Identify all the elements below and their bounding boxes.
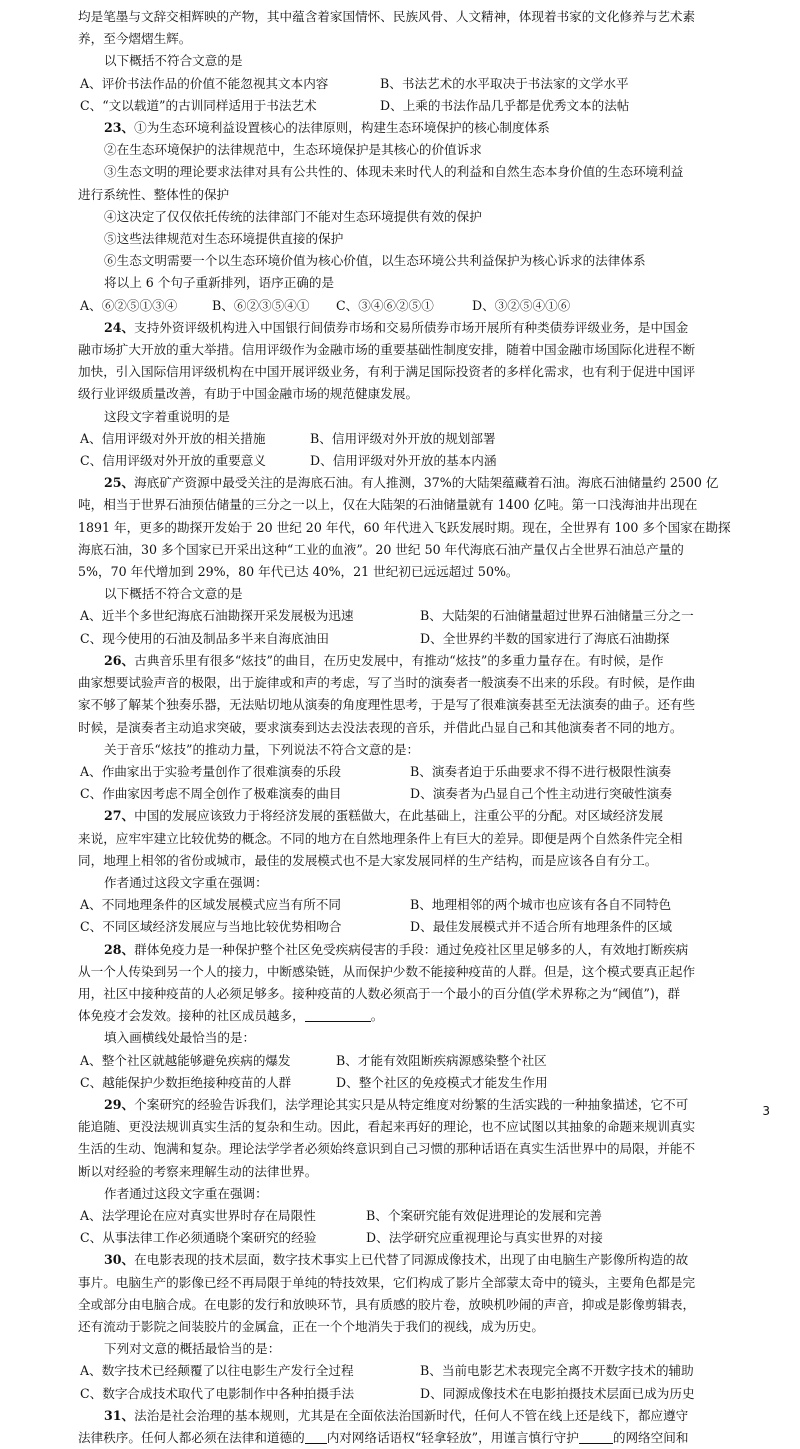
option-d[interactable]: D、③②⑤④①⑥ <box>472 297 571 313</box>
option-c[interactable]: C、③④⑥②⑤① <box>336 297 434 313</box>
question-number: 23、 <box>104 120 135 136</box>
option-a[interactable]: A、数字技术已经颠覆了以往电影生产发行全过程 <box>80 1363 354 1379</box>
option-d[interactable]: D、最佳发展模式并不适合所有地理条件的区域 <box>410 919 672 935</box>
fill-blank[interactable] <box>305 1007 371 1022</box>
option-c[interactable]: C、从事法律工作必须通晓个案研究的经验 <box>80 1230 317 1246</box>
option-b[interactable]: B、演奏者迫于乐曲要求不得不进行极限性演奏 <box>410 763 672 779</box>
option-d[interactable]: D、上乘的书法作品几乎都是优秀文本的法帖 <box>380 97 630 113</box>
option-b[interactable]: B、大陆架的石油储量超过世界石油储量三分之一 <box>420 608 694 624</box>
question-29: 29、个案研究的经验告诉我们，法学理论其实只是从特定维度对纷繁的生活实践的一种抽象描述，它不可 <box>104 1096 689 1112</box>
options-row <box>78 1205 758 1227</box>
question-24: 24、支持外资评级机构进入中国银行间债券市场和交易所债券市场开展所有种类债券评级业务，是中国金 <box>104 319 689 335</box>
question-stem: 填入画横线处最恰当的是： <box>104 1030 256 1046</box>
passage-line: 事片。电脑生产的影像已经不再局限于单纯的特技效果，它们构成了影片全部蒙太奇中的镜头，主要角色都是完 <box>78 1274 696 1290</box>
options-row <box>78 73 758 95</box>
options-row <box>78 95 758 117</box>
passage-line: 加快，引入国际信用评级机构在中国开展评级业务，有利于满足国际投资者的多样化需求，也有利于促进中国评 <box>78 364 696 380</box>
sentence-5: ⑤这些法律规范对生态环境提供直接的保护 <box>104 231 344 247</box>
passage-line: 海底石油，30 多个国家已开采出这种“工业的血液”。20 世纪 50 年代海底石油产量仅占全世界石油总产量的 <box>78 541 684 557</box>
sentence-6: ⑥生态文明需要一个以生态环境价值为核心价值，以生态环境公共利益保护为核心诉求的法律体系 <box>104 253 646 269</box>
option-d[interactable]: D、演奏者为凸显自己个性主动进行突破性演奏 <box>410 786 672 802</box>
option-c[interactable]: C、“文以载道”的古训同样适用于书法艺术 <box>80 97 317 113</box>
question-31: 31、法治是社会治理的基本规则，尤其是在全面依法治国新时代，任何人不管在线上还是线下，都应遵守 <box>104 1407 689 1423</box>
option-a[interactable]: A、⑥②⑤①③④ <box>80 297 178 313</box>
question-number: 29、 <box>104 1096 135 1112</box>
question-27: 27、中国的发展应该致力于将经济发展的蛋糕做大，在此基础上，注重公平的分配。对区域经济发展 <box>104 808 664 824</box>
option-a[interactable]: A、信用评级对外开放的相关措施 <box>80 430 266 446</box>
option-b[interactable]: B、才能有效阻断疾病源感染整个社区 <box>336 1052 547 1068</box>
exam-page <box>78 6 758 1449</box>
option-c[interactable]: C、现今使用的石油及制品多半来自海底油田 <box>80 630 329 646</box>
question-26: 26、古典音乐里有很多“炫技”的曲目，在历史发展中，有推动“炫技”的多重力量存在。有时候，是作 <box>104 652 664 668</box>
option-d[interactable]: D、同源成像技术在电影拍摄技术层面已成为历史 <box>420 1385 695 1401</box>
passage-line: 全或部分由电脑合成。在电影的发行和放映环节，具有质感的胶片卷，放映机吵闹的声音，抑或是影像剪辑表， <box>78 1296 696 1312</box>
option-a[interactable]: A、评价书法作品的价值不能忽视其文本内容 <box>80 75 329 91</box>
passage-line: 断以对经验的考察来理解生动的法律世界。 <box>78 1163 318 1179</box>
options-row <box>78 1072 758 1094</box>
option-b[interactable]: B、地理相邻的两个城市也应该有各自不同特色 <box>410 897 672 913</box>
option-a[interactable]: A、法学理论在应对真实世界时存在局限性 <box>80 1207 316 1223</box>
options-row <box>78 1383 758 1405</box>
passage-line: 同，地理上相邻的省份或城市，最佳的发展模式也不是大家发展同样的生产结构，而是应该各自有分工。 <box>78 852 658 868</box>
options-row <box>78 295 758 317</box>
option-b[interactable]: B、⑥②③⑤④① <box>212 297 310 313</box>
sentence-4: ④这决定了仅仅依托传统的法律部门不能对生态环境提供有效的保护 <box>104 208 482 224</box>
passage-line: 生活的生动、饱满和复杂。理论法学学者必须始终意识到自己习惯的那种话语在真实生活世界中的局限，并能不 <box>78 1141 696 1157</box>
sentence-2: ②在生态环境保护的法律规范中，生态环境保护是其核心的价值诉求 <box>104 142 482 158</box>
options-row <box>78 761 758 783</box>
passage-line: 法律秩序。任何人都必须在法律和道德的 内对网络话语权“轻拿轻放”，用谨言慎行守护 的网络空间和 <box>78 1430 689 1445</box>
option-d[interactable]: D、全世界约半数的国家进行了海底石油勘探 <box>420 630 670 646</box>
options-row <box>78 450 758 472</box>
question-number: 31、 <box>104 1407 135 1423</box>
passage-line: 时候，是演奏者主动追求突破，要求演奏到达去没法表现的音乐，并借此凸显自己和其他演奏者不同的地方。 <box>78 719 683 735</box>
page-number: 3 <box>762 1104 770 1118</box>
option-c[interactable]: C、越能保护少数拒绝接种疫苗的人群 <box>80 1074 292 1090</box>
options-row <box>78 628 758 650</box>
question-stem: 以下概括不符合文意的是 <box>104 586 243 602</box>
question-25: 25、海底矿产资源中最受关注的是海底石油。有人推测，37%的大陆架蕴藏着石油。海底石油储量约 2500 亿 <box>104 475 719 491</box>
question-stem: 将以上 6 个句子重新排列，语序正确的是 <box>104 275 335 291</box>
question-number: 26、 <box>104 652 135 668</box>
passage-line: 体免疫才会发效。接种的社区成员越多， 。 <box>78 1008 384 1024</box>
passage-line: 曲家想要试验声音的极限，出于旋律或和声的考虑，写了当时的演奏者一般演奏不出来的乐段。有时候，是作曲 <box>78 675 696 691</box>
option-c[interactable]: C、数字合成技术取代了电影制作中各种拍摄手法 <box>80 1385 355 1401</box>
option-c[interactable]: C、不同区域经济发展应与当地比较优势相吻合 <box>80 919 342 935</box>
options-row <box>78 916 758 938</box>
question-number: 28、 <box>104 941 135 957</box>
passage-line: 吨，相当于世界石油预估储量的三分之一以上，仅在大陆架的石油储量就有 1400 亿吨。第一口浅海油井出现在 <box>78 497 698 513</box>
option-b[interactable]: B、当前电影艺术表现完全离不开数字技术的辅助 <box>420 1363 694 1379</box>
question-stem: 作者通过这段文字重在强调： <box>104 1185 268 1201</box>
question-number: 27、 <box>104 808 135 824</box>
sentence-3: ③生态文明的理论要求法律对具有公共性的、体现未来时代人的利益和自然生态本身价值的生态环境利益 <box>104 164 684 180</box>
question-23 <box>78 117 758 139</box>
passage-line: 5%，70 年代增加到 29%，80 年代已达 40%，21 世纪初已远远超过 50%。 <box>78 564 519 580</box>
passage-line: 家不够了解某个独奏乐器，无法贴切地从演奏的角度理性思考，于是写了很难演奏甚至无法演奏的曲子。还有些 <box>78 697 696 713</box>
fill-blank[interactable] <box>579 1429 613 1444</box>
passage-line: 还有流动于影院之间装胶片的金属盒，正在一个个地消失于我们的视线，成为历史。 <box>78 1318 544 1334</box>
option-a[interactable]: A、近半个多世纪海底石油勘探开采发展极为迅速 <box>80 608 354 624</box>
passage-line: 养，至今熠熠生辉。 <box>78 31 192 47</box>
option-c[interactable]: C、信用评级对外开放的重要意义 <box>80 453 266 469</box>
question-number: 30、 <box>104 1252 135 1268</box>
sentence-3-cont: 进行系统性、整体性的保护 <box>78 186 230 202</box>
option-d[interactable]: D、整个社区的免疫模式才能发生作用 <box>336 1074 548 1090</box>
question-stem: 关于音乐“炫技”的推动力量，下列说法不符合文意的是： <box>104 741 420 757</box>
question-stem: 作者通过这段文字重在强调： <box>104 874 268 890</box>
option-b[interactable]: B、个案研究能有效促进理论的发展和完善 <box>366 1207 602 1223</box>
option-b[interactable]: B、书法艺术的水平取决于书法家的文学水平 <box>380 75 629 91</box>
passage-line: 级行业评级质量改善，有助于中国金融市场的规范健康发展。 <box>78 386 419 402</box>
question-stem: 下列对文意的概括最恰当的是： <box>104 1341 281 1357</box>
question-28: 28、群体免疫力是一种保护整个社区免受疾病侵害的手段：通过免疫社区里足够多的人，有效地打断疾病 <box>104 941 689 957</box>
options-row <box>78 783 758 805</box>
passage-line: 来说，应牢牢建立比较优势的概念。不同的地方在自然地理条件上有巨大的差异。即便是两个自然条件完全相 <box>78 830 683 846</box>
options-row <box>78 894 758 916</box>
option-a[interactable]: A、不同地理条件的区域发展模式应当有所不同 <box>80 897 341 913</box>
options-row <box>78 428 758 450</box>
question-30: 30、在电影表现的技术层面，数字技术事实上已代替了同源成像技术，出现了由电脑生产影像所构造的故 <box>104 1252 689 1268</box>
options-row <box>78 1050 758 1072</box>
passage-line: 1891 年，更多的勘探开发始于 20 世纪 20 年代，60 年代进入飞跃发展时期。现在，全世界有 100 多个国家在勘探 <box>78 519 731 535</box>
question-number: 25、 <box>104 475 135 491</box>
options-row <box>78 1227 758 1249</box>
option-d[interactable]: D、信用评级对外开放的基本内涵 <box>310 453 497 469</box>
option-d[interactable]: D、法学研究应重视理论与真实世界的对接 <box>366 1230 603 1246</box>
passage-line: 用，社区中接种疫苗的人必须足够多。接种疫苗的人数必须高于一个最小的百分值(学术界称之为“阈值”)，群 <box>78 985 681 1001</box>
option-a[interactable]: A、整个社区就越能够避免疾病的爆发 <box>80 1052 291 1068</box>
question-stem: 以下概括不符合文意的是 <box>104 53 243 69</box>
passage-line: 融市场扩大开放的重大举措。信用评级作为金融市场的重要基础性制度安排，随着中国金融市场国际化进程不断 <box>78 342 696 358</box>
option-a[interactable]: A、作曲家出于实验考量创作了很难演奏的乐段 <box>80 763 341 779</box>
option-b[interactable]: B、信用评级对外开放的规划部署 <box>310 430 496 446</box>
passage-line: 从一个人传染到另一个人的接力，中断感染链，从而保护少数不能接种疫苗的人群。但是，这个模式要真正起作 <box>78 963 696 979</box>
question-number: 24、 <box>104 319 135 335</box>
fill-blank[interactable] <box>305 1429 327 1444</box>
passage-line: 能追随、更没法规训真实生活的复杂和生动。因此，看起来再好的理论，也不应试图以其抽象的命题来规训真实 <box>78 1119 696 1135</box>
sentence-1: ①为生态环境利益设置核心的法律原则，构建生态环境保护的核心制度体系 <box>134 120 550 136</box>
options-row <box>78 605 758 627</box>
option-c[interactable]: C、作曲家因考虑不周全创作了极难演奏的曲目 <box>80 786 342 802</box>
question-stem: 这段文字着重说明的是 <box>104 408 230 424</box>
passage-line: 均是笔墨与文辞交相辉映的产物，其中蕴含着家国情怀、民族风骨、人文精神，体现着书家的文化修养与艺术素 <box>78 9 696 24</box>
options-row <box>78 1360 758 1382</box>
